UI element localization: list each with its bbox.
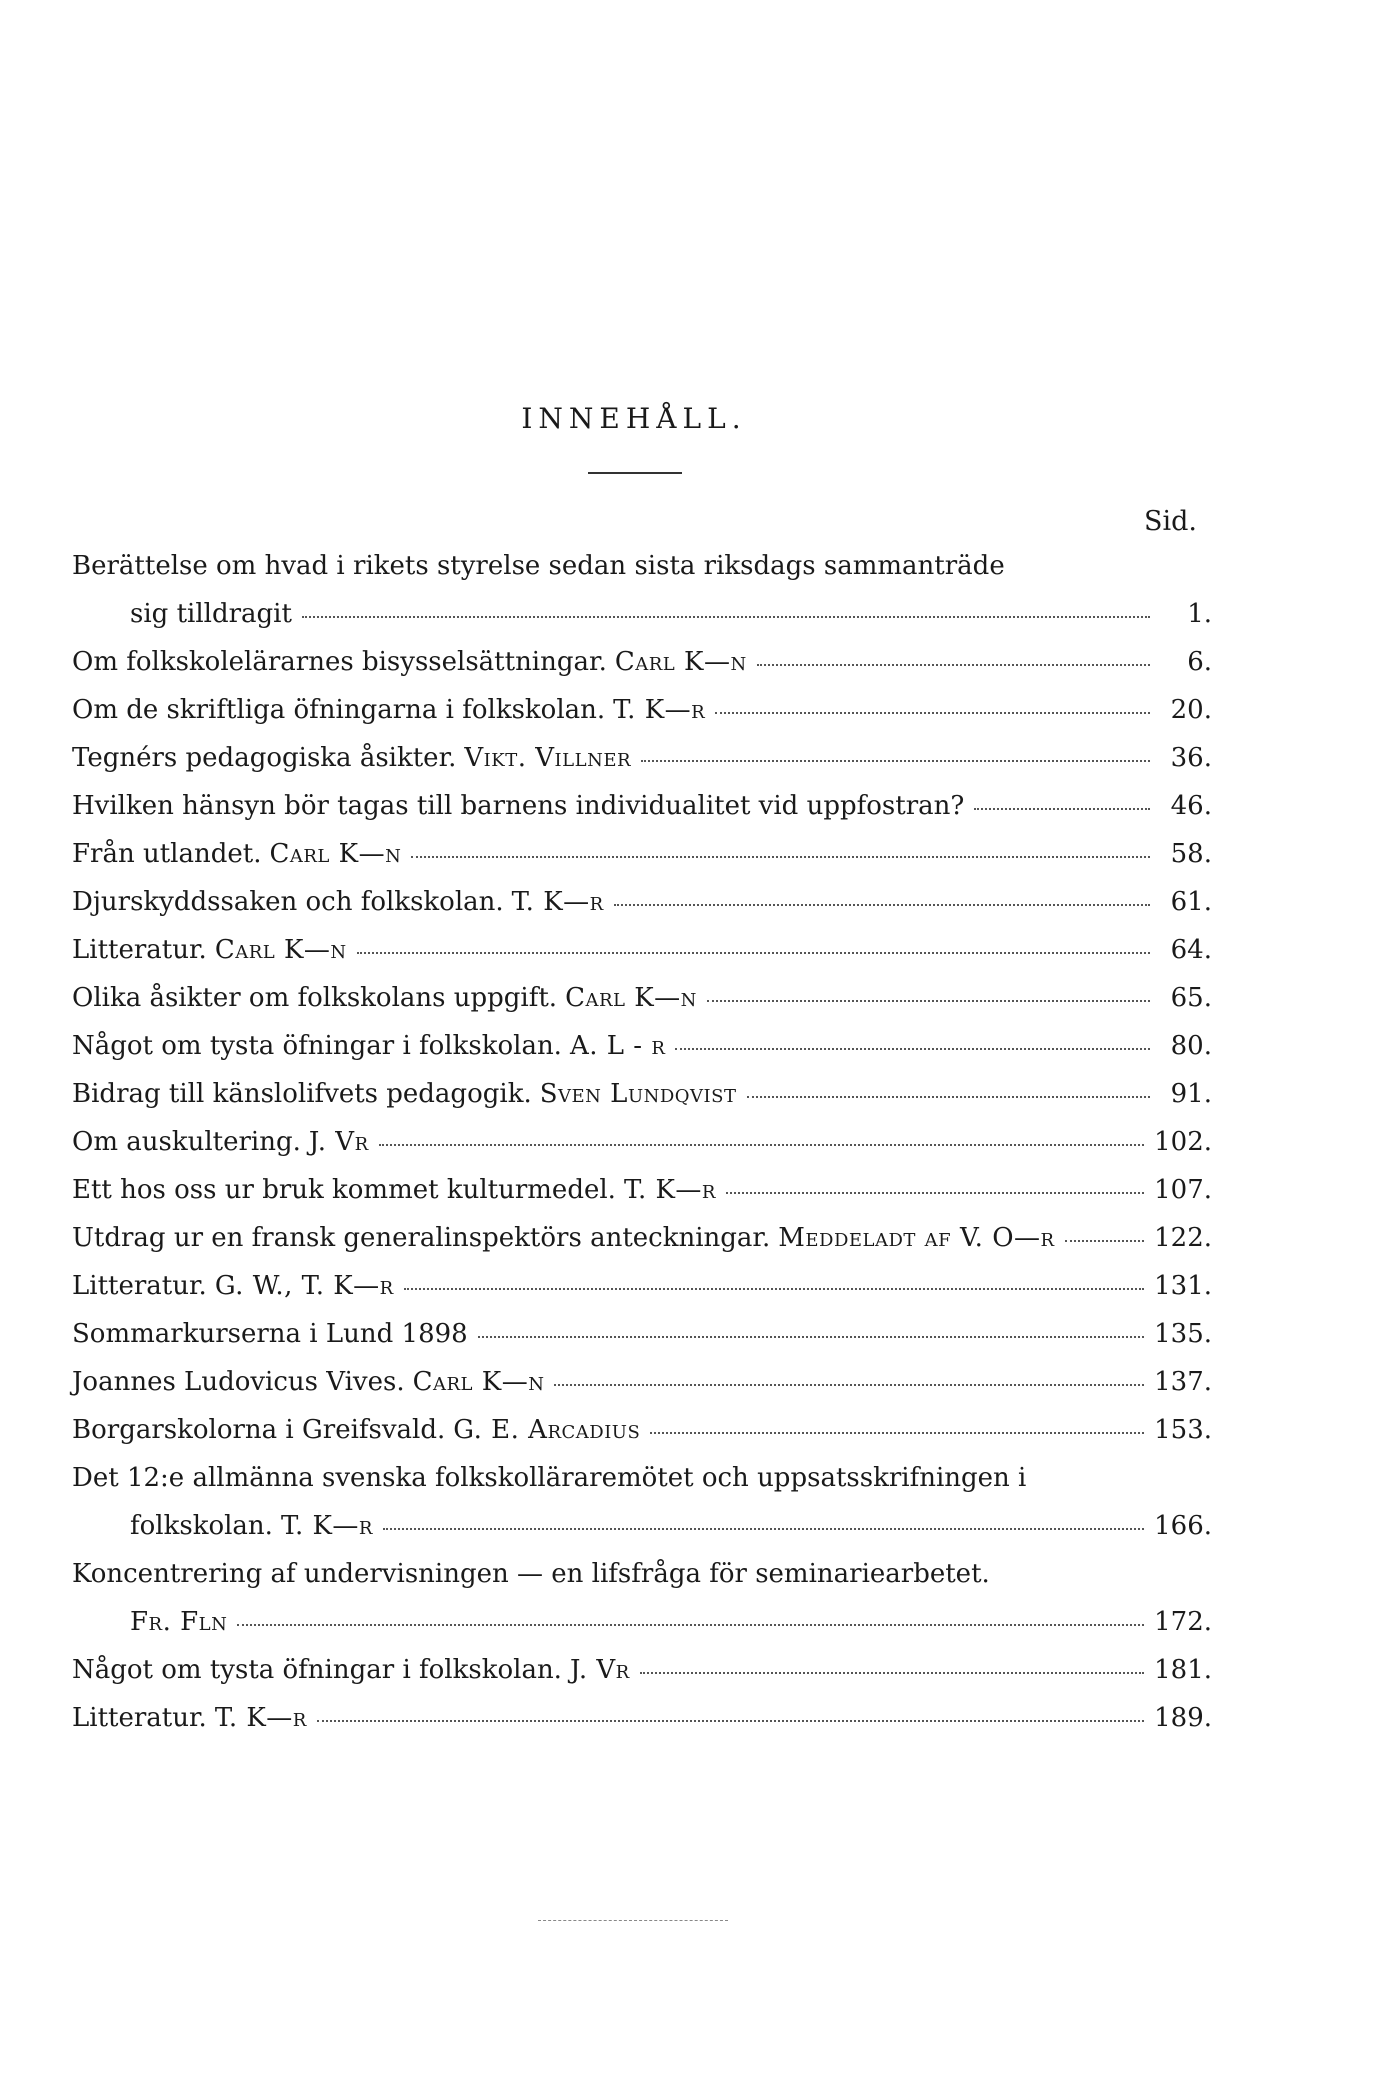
toc-entry-title: Litteratur.: [72, 1703, 207, 1733]
toc-entry-title: Tegnérs pedagogiska åsikter.: [72, 743, 457, 773]
toc-entry-title-line: Det 12:e allmänna svenska folkskolläraremötet och uppsatsskrifningen i: [72, 1463, 1027, 1493]
toc-entry-title: Något om tysta öfningar i folkskolan.: [72, 1031, 562, 1061]
toc-entry-page: 1.: [1187, 599, 1212, 629]
dot-leader: [237, 1622, 1144, 1626]
toc-entry-page: 102.: [1154, 1127, 1212, 1157]
toc-entry-author: Fr. Fln: [130, 1607, 228, 1637]
toc-entry-page: 107.: [1154, 1175, 1212, 1205]
toc-entry-author: Carl K—n: [269, 839, 402, 869]
dot-leader: [357, 950, 1150, 954]
toc-entry: [72, 638, 1212, 686]
toc-entry-page: 61.: [1170, 887, 1212, 917]
toc-entry-line: [72, 1166, 1212, 1214]
toc-entry-author: T. K—r: [280, 1511, 373, 1541]
dot-leader: [726, 1190, 1144, 1194]
toc-entry-line: [72, 1310, 1212, 1358]
toc-entry: [72, 878, 1212, 926]
toc-entry-title: Om de skriftliga öfningarna i folkskolan.: [72, 695, 606, 725]
toc-entry-line: [72, 1358, 1212, 1406]
toc-entry-title: Utdrag ur en fransk generalinspektörs anteckningar.: [72, 1223, 771, 1253]
dot-leader: [383, 1526, 1144, 1530]
dot-leader: [614, 902, 1150, 906]
toc-entry: [72, 974, 1212, 1022]
toc-entry-title: Bidrag till känslolifvets pedagogik.: [72, 1079, 532, 1109]
toc-entry: [72, 830, 1212, 878]
dot-leader: [757, 662, 1150, 666]
toc-entry: [72, 542, 1212, 638]
toc-entry-author: T. K—r: [623, 1175, 716, 1205]
toc-entry-page: 166.: [1154, 1511, 1212, 1541]
toc-entry-title: Från utlandet.: [72, 839, 262, 869]
toc-entry-author: T. K—r: [511, 887, 604, 917]
toc-entry-title: Om auskultering.: [72, 1127, 301, 1157]
toc-entry: [72, 686, 1212, 734]
toc-entry-author: Meddeladt af V. O—r: [778, 1223, 1055, 1253]
toc-entry-title: folkskolan.: [130, 1511, 273, 1541]
toc-entry: [72, 1262, 1212, 1310]
toc-entry: [72, 782, 1212, 830]
toc-entry-title: Olika åsikter om folkskolans uppgift.: [72, 983, 558, 1013]
toc-entry-title: Om folkskolelärarnes bisysselsättningar.: [72, 647, 607, 677]
toc-entry: [72, 1070, 1212, 1118]
toc-entry: [72, 1406, 1212, 1454]
dot-leader: [640, 1670, 1144, 1674]
toc-entry: [72, 1310, 1212, 1358]
toc-entry: [72, 734, 1212, 782]
toc-entry-title: Ett hos oss ur bruk kommet kulturmedel.: [72, 1175, 616, 1205]
toc-entry-page: 6.: [1187, 647, 1212, 677]
page-title: INNEHÅLL.: [521, 402, 747, 435]
toc-entry-title: Något om tysta öfningar i folkskolan.: [72, 1655, 562, 1685]
toc-entry-line: [72, 830, 1212, 878]
toc-entry: [72, 1646, 1212, 1694]
toc-entry-author: Carl K—n: [565, 983, 697, 1013]
dot-leader: [379, 1142, 1144, 1146]
toc-entry: [72, 1550, 1212, 1646]
toc-entry-page: 153.: [1154, 1415, 1212, 1445]
toc-entry-line: [72, 686, 1212, 734]
title-rule: [588, 472, 682, 474]
toc-entry-line: [72, 974, 1212, 1022]
toc-entry: [72, 1358, 1212, 1406]
toc-entry-page: 20.: [1170, 695, 1212, 725]
toc-entry: [72, 1022, 1212, 1070]
toc-entry-page: 46.: [1170, 791, 1212, 821]
toc-entry: [72, 1214, 1212, 1262]
toc-entry-line: [72, 1502, 1212, 1550]
dot-leader: [641, 758, 1150, 762]
toc-entry-author: Carl K—n: [214, 935, 347, 965]
toc-entry-author: Carl K—n: [614, 647, 747, 677]
toc-entry-line: [72, 878, 1212, 926]
toc-entry-author: J. Vr: [308, 1127, 369, 1157]
toc-entry-title: Hvilken hänsyn bör tagas till barnens individualitet vid uppfostran?: [72, 791, 965, 821]
toc-entry-author: G. E. Arcadius: [453, 1415, 641, 1445]
dot-leader: [478, 1334, 1144, 1338]
toc-entry-line: [72, 1598, 1212, 1646]
toc-entry-title: Litteratur.: [72, 935, 207, 965]
toc-entry-page: 122.: [1154, 1223, 1212, 1253]
dot-leader: [675, 1046, 1150, 1050]
toc-entry-author: A. L - r: [569, 1031, 666, 1061]
toc-entry: [72, 1118, 1212, 1166]
toc-entry-page: 181.: [1154, 1655, 1212, 1685]
toc-entry-page: 58.: [1170, 839, 1212, 869]
dot-leader: [302, 614, 1150, 618]
toc-entry-page: 172.: [1154, 1607, 1212, 1637]
toc-entry-page: 64.: [1170, 935, 1212, 965]
toc-entry-page: 80.: [1170, 1031, 1212, 1061]
dot-leader: [1065, 1238, 1145, 1242]
toc-entry: [72, 1166, 1212, 1214]
dot-leader: [411, 854, 1150, 858]
toc-entry-line: [72, 926, 1212, 974]
toc-entry-line: [72, 590, 1212, 638]
table-of-contents: [72, 542, 1212, 1742]
dot-leader: [747, 1094, 1150, 1098]
toc-entry-line: [72, 1070, 1212, 1118]
toc-entry-title: Joannes Ludovicus Vives.: [72, 1367, 405, 1397]
toc-entry-line: [72, 638, 1212, 686]
toc-entry-page: 131.: [1154, 1271, 1212, 1301]
decorative-rule: [538, 1920, 728, 1921]
toc-entry-line: [72, 734, 1212, 782]
dot-leader: [554, 1382, 1144, 1386]
dot-leader: [715, 710, 1150, 714]
toc-entry-author: T. K—r: [613, 695, 706, 725]
toc-entry-line: [72, 1214, 1212, 1262]
toc-entry-title: Sommarkurserna i Lund 1898: [72, 1319, 468, 1349]
toc-entry-page: 91.: [1170, 1079, 1212, 1109]
toc-entry-page: 65.: [1170, 983, 1212, 1013]
toc-entry-author: G. W., T. K—r: [214, 1271, 394, 1301]
toc-entry-line: [72, 1022, 1212, 1070]
toc-entry-line: [72, 1118, 1212, 1166]
toc-entry-page: 189.: [1154, 1703, 1212, 1733]
dot-leader: [974, 806, 1150, 810]
toc-entry-page: 135.: [1154, 1319, 1212, 1349]
toc-entry-author: Carl K—n: [412, 1367, 545, 1397]
toc-entry-line: [72, 1694, 1212, 1742]
dot-leader: [650, 1430, 1144, 1434]
toc-entry-title: sig tilldragit: [130, 599, 292, 629]
page-column-label: Sid.: [1144, 506, 1197, 537]
toc-entry-title-line: Berättelse om hvad i rikets styrelse sedan sista riksdags sammanträde: [72, 551, 1005, 581]
toc-entry-title-line: Koncentrering af undervisningen — en lifsfråga för seminariearbetet.: [72, 1559, 990, 1589]
toc-entry-line: [72, 782, 1212, 830]
toc-entry: [72, 1454, 1212, 1550]
toc-entry-line: [72, 1646, 1212, 1694]
toc-entry-author: Vikt. Villner: [464, 743, 632, 773]
toc-entry-title: Litteratur.: [72, 1271, 207, 1301]
toc-entry-title: Djurskyddssaken och folkskolan.: [72, 887, 504, 917]
toc-entry: [72, 1694, 1212, 1742]
toc-entry-page: 137.: [1154, 1367, 1212, 1397]
toc-entry-page: 36.: [1170, 743, 1212, 773]
dot-leader: [707, 998, 1150, 1002]
toc-entry-author: T. K—r: [214, 1703, 307, 1733]
dot-leader: [317, 1718, 1144, 1722]
toc-entry-author: Sven Lundqvist: [539, 1079, 737, 1109]
toc-entry-title: Borgarskolorna i Greifsvald.: [72, 1415, 446, 1445]
toc-entry: [72, 926, 1212, 974]
toc-entry-author: J. Vr: [569, 1655, 630, 1685]
toc-entry-line: [72, 1262, 1212, 1310]
toc-entry-line: [72, 1406, 1212, 1454]
dot-leader: [404, 1286, 1144, 1290]
